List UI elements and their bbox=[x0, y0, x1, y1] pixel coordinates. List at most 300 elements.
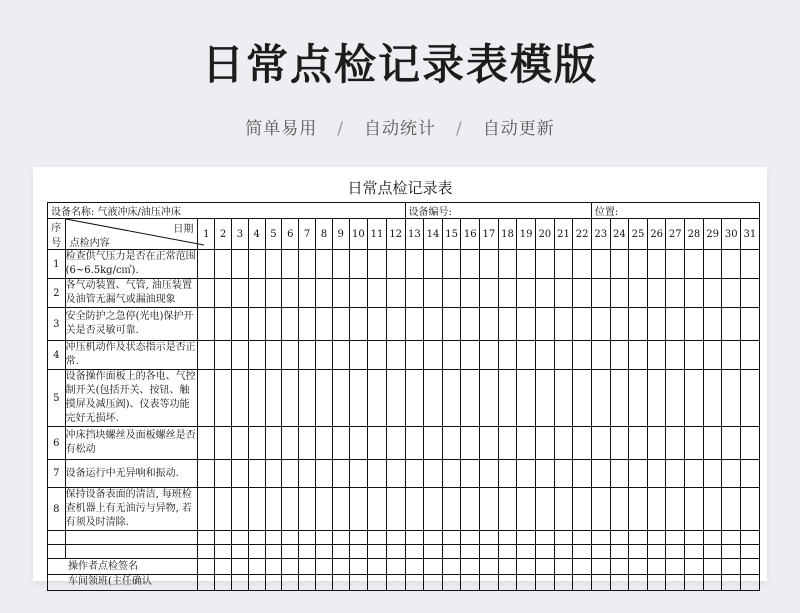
check-cell[interactable] bbox=[629, 250, 648, 279]
confirm-cell[interactable] bbox=[517, 575, 536, 591]
check-cell[interactable] bbox=[248, 370, 265, 427]
confirm-cell[interactable] bbox=[498, 575, 517, 591]
check-cell[interactable] bbox=[480, 427, 499, 460]
check-cell[interactable] bbox=[591, 279, 610, 308]
blank-cell[interactable] bbox=[573, 545, 592, 559]
sign-cell[interactable] bbox=[265, 559, 282, 575]
blank-cell[interactable] bbox=[315, 545, 332, 559]
sign-cell[interactable] bbox=[498, 559, 517, 575]
check-cell[interactable] bbox=[405, 427, 424, 460]
check-cell[interactable] bbox=[386, 308, 405, 341]
confirm-cell[interactable] bbox=[248, 575, 265, 591]
confirm-cell[interactable] bbox=[741, 575, 760, 591]
check-cell[interactable] bbox=[215, 427, 232, 460]
check-cell[interactable] bbox=[368, 427, 387, 460]
check-cell[interactable] bbox=[349, 250, 368, 279]
blank-cell[interactable] bbox=[741, 531, 760, 545]
sign-cell[interactable] bbox=[442, 559, 461, 575]
check-cell[interactable] bbox=[666, 427, 685, 460]
check-cell[interactable] bbox=[741, 460, 760, 488]
check-cell[interactable] bbox=[332, 488, 349, 531]
check-cell[interactable] bbox=[461, 460, 480, 488]
blank-cell[interactable] bbox=[722, 531, 741, 545]
check-cell[interactable] bbox=[517, 250, 536, 279]
check-cell[interactable] bbox=[265, 488, 282, 531]
check-cell[interactable] bbox=[265, 460, 282, 488]
check-cell[interactable] bbox=[386, 460, 405, 488]
check-cell[interactable] bbox=[368, 341, 387, 370]
sign-cell[interactable] bbox=[685, 559, 704, 575]
check-cell[interactable] bbox=[535, 427, 554, 460]
check-cell[interactable] bbox=[591, 308, 610, 341]
check-cell[interactable] bbox=[535, 460, 554, 488]
confirm-cell[interactable] bbox=[591, 575, 610, 591]
confirm-cell[interactable] bbox=[554, 575, 573, 591]
check-cell[interactable] bbox=[349, 308, 368, 341]
check-cell[interactable] bbox=[629, 370, 648, 427]
check-cell[interactable] bbox=[332, 427, 349, 460]
check-cell[interactable] bbox=[332, 279, 349, 308]
check-cell[interactable] bbox=[554, 427, 573, 460]
confirm-cell[interactable] bbox=[703, 575, 722, 591]
check-cell[interactable] bbox=[517, 308, 536, 341]
check-cell[interactable] bbox=[232, 341, 249, 370]
check-cell[interactable] bbox=[480, 488, 499, 531]
check-cell[interactable] bbox=[498, 250, 517, 279]
check-cell[interactable] bbox=[442, 308, 461, 341]
blank-cell[interactable] bbox=[666, 545, 685, 559]
check-cell[interactable] bbox=[315, 370, 332, 427]
check-cell[interactable] bbox=[610, 279, 629, 308]
check-cell[interactable] bbox=[591, 250, 610, 279]
check-cell[interactable] bbox=[198, 460, 215, 488]
check-cell[interactable] bbox=[554, 341, 573, 370]
blank-cell[interactable] bbox=[442, 531, 461, 545]
check-cell[interactable] bbox=[332, 460, 349, 488]
check-cell[interactable] bbox=[741, 250, 760, 279]
check-cell[interactable] bbox=[232, 488, 249, 531]
check-cell[interactable] bbox=[480, 460, 499, 488]
confirm-cell[interactable] bbox=[647, 575, 666, 591]
check-cell[interactable] bbox=[498, 308, 517, 341]
check-cell[interactable] bbox=[442, 427, 461, 460]
check-cell[interactable] bbox=[315, 279, 332, 308]
blank-cell[interactable] bbox=[265, 545, 282, 559]
check-cell[interactable] bbox=[685, 460, 704, 488]
check-cell[interactable] bbox=[405, 279, 424, 308]
check-cell[interactable] bbox=[703, 341, 722, 370]
sign-cell[interactable] bbox=[554, 559, 573, 575]
check-cell[interactable] bbox=[299, 341, 316, 370]
check-cell[interactable] bbox=[741, 308, 760, 341]
check-cell[interactable] bbox=[703, 488, 722, 531]
check-cell[interactable] bbox=[315, 341, 332, 370]
blank-cell[interactable] bbox=[332, 545, 349, 559]
check-cell[interactable] bbox=[685, 370, 704, 427]
check-cell[interactable] bbox=[198, 427, 215, 460]
blank-cell[interactable] bbox=[198, 545, 215, 559]
blank-cell[interactable] bbox=[722, 545, 741, 559]
check-cell[interactable] bbox=[741, 279, 760, 308]
check-cell[interactable] bbox=[573, 308, 592, 341]
blank-cell[interactable] bbox=[48, 531, 66, 545]
check-cell[interactable] bbox=[198, 488, 215, 531]
check-cell[interactable] bbox=[299, 279, 316, 308]
check-cell[interactable] bbox=[554, 488, 573, 531]
blank-cell[interactable] bbox=[198, 531, 215, 545]
check-cell[interactable] bbox=[215, 308, 232, 341]
check-cell[interactable] bbox=[248, 427, 265, 460]
blank-cell[interactable] bbox=[299, 545, 316, 559]
blank-cell[interactable] bbox=[349, 531, 368, 545]
check-cell[interactable] bbox=[232, 279, 249, 308]
check-cell[interactable] bbox=[666, 460, 685, 488]
check-cell[interactable] bbox=[703, 308, 722, 341]
check-cell[interactable] bbox=[573, 341, 592, 370]
confirm-cell[interactable] bbox=[232, 575, 249, 591]
check-cell[interactable] bbox=[703, 427, 722, 460]
blank-cell[interactable] bbox=[299, 531, 316, 545]
check-cell[interactable] bbox=[405, 488, 424, 531]
confirm-cell[interactable] bbox=[535, 575, 554, 591]
sign-cell[interactable] bbox=[741, 559, 760, 575]
check-cell[interactable] bbox=[573, 279, 592, 308]
check-cell[interactable] bbox=[386, 488, 405, 531]
check-cell[interactable] bbox=[442, 250, 461, 279]
check-cell[interactable] bbox=[610, 341, 629, 370]
blank-cell[interactable] bbox=[349, 545, 368, 559]
check-cell[interactable] bbox=[554, 308, 573, 341]
check-cell[interactable] bbox=[349, 427, 368, 460]
check-cell[interactable] bbox=[629, 427, 648, 460]
sign-cell[interactable] bbox=[573, 559, 592, 575]
check-cell[interactable] bbox=[647, 370, 666, 427]
confirm-cell[interactable] bbox=[722, 575, 741, 591]
check-cell[interactable] bbox=[232, 427, 249, 460]
check-cell[interactable] bbox=[461, 308, 480, 341]
blank-cell[interactable] bbox=[424, 545, 443, 559]
check-cell[interactable] bbox=[480, 370, 499, 427]
blank-cell[interactable] bbox=[629, 545, 648, 559]
check-cell[interactable] bbox=[610, 250, 629, 279]
check-cell[interactable] bbox=[461, 370, 480, 427]
check-cell[interactable] bbox=[424, 250, 443, 279]
blank-cell[interactable] bbox=[647, 531, 666, 545]
sign-cell[interactable] bbox=[517, 559, 536, 575]
blank-cell[interactable] bbox=[265, 531, 282, 545]
confirm-cell[interactable] bbox=[265, 575, 282, 591]
check-cell[interactable] bbox=[666, 279, 685, 308]
check-cell[interactable] bbox=[498, 341, 517, 370]
check-cell[interactable] bbox=[282, 250, 299, 279]
check-cell[interactable] bbox=[368, 370, 387, 427]
blank-cell[interactable] bbox=[741, 545, 760, 559]
check-cell[interactable] bbox=[461, 488, 480, 531]
check-cell[interactable] bbox=[610, 488, 629, 531]
check-cell[interactable] bbox=[647, 250, 666, 279]
confirm-cell[interactable] bbox=[368, 575, 387, 591]
confirm-cell[interactable] bbox=[424, 575, 443, 591]
blank-cell[interactable] bbox=[498, 531, 517, 545]
check-cell[interactable] bbox=[535, 308, 554, 341]
check-cell[interactable] bbox=[405, 341, 424, 370]
check-cell[interactable] bbox=[442, 370, 461, 427]
sign-cell[interactable] bbox=[248, 559, 265, 575]
confirm-cell[interactable] bbox=[666, 575, 685, 591]
blank-cell[interactable] bbox=[461, 531, 480, 545]
sign-cell[interactable] bbox=[405, 559, 424, 575]
blank-cell[interactable] bbox=[703, 545, 722, 559]
check-cell[interactable] bbox=[424, 370, 443, 427]
check-cell[interactable] bbox=[232, 308, 249, 341]
check-cell[interactable] bbox=[685, 308, 704, 341]
check-cell[interactable] bbox=[722, 427, 741, 460]
blank-cell[interactable] bbox=[368, 531, 387, 545]
check-cell[interactable] bbox=[299, 250, 316, 279]
check-cell[interactable] bbox=[498, 427, 517, 460]
check-cell[interactable] bbox=[722, 370, 741, 427]
check-cell[interactable] bbox=[349, 341, 368, 370]
blank-cell[interactable] bbox=[554, 531, 573, 545]
confirm-cell[interactable] bbox=[480, 575, 499, 591]
confirm-cell[interactable] bbox=[349, 575, 368, 591]
check-cell[interactable] bbox=[480, 341, 499, 370]
check-cell[interactable] bbox=[368, 279, 387, 308]
blank-cell[interactable] bbox=[703, 531, 722, 545]
check-cell[interactable] bbox=[315, 250, 332, 279]
check-cell[interactable] bbox=[741, 488, 760, 531]
blank-cell[interactable] bbox=[315, 531, 332, 545]
check-cell[interactable] bbox=[299, 488, 316, 531]
sign-cell[interactable] bbox=[232, 559, 249, 575]
confirm-cell[interactable] bbox=[332, 575, 349, 591]
check-cell[interactable] bbox=[722, 279, 741, 308]
check-cell[interactable] bbox=[741, 341, 760, 370]
confirm-cell[interactable] bbox=[685, 575, 704, 591]
check-cell[interactable] bbox=[647, 427, 666, 460]
check-cell[interactable] bbox=[424, 427, 443, 460]
check-cell[interactable] bbox=[282, 341, 299, 370]
blank-cell[interactable] bbox=[232, 545, 249, 559]
confirm-cell[interactable] bbox=[629, 575, 648, 591]
check-cell[interactable] bbox=[629, 341, 648, 370]
blank-cell[interactable] bbox=[554, 545, 573, 559]
check-cell[interactable] bbox=[265, 250, 282, 279]
check-cell[interactable] bbox=[368, 488, 387, 531]
check-cell[interactable] bbox=[685, 341, 704, 370]
check-cell[interactable] bbox=[198, 279, 215, 308]
check-cell[interactable] bbox=[647, 279, 666, 308]
blank-cell[interactable] bbox=[65, 531, 198, 545]
blank-cell[interactable] bbox=[442, 545, 461, 559]
check-cell[interactable] bbox=[554, 250, 573, 279]
check-cell[interactable] bbox=[315, 460, 332, 488]
check-cell[interactable] bbox=[610, 370, 629, 427]
check-cell[interactable] bbox=[535, 488, 554, 531]
blank-cell[interactable] bbox=[610, 545, 629, 559]
sign-cell[interactable] bbox=[480, 559, 499, 575]
check-cell[interactable] bbox=[703, 279, 722, 308]
check-cell[interactable] bbox=[647, 308, 666, 341]
check-cell[interactable] bbox=[741, 370, 760, 427]
check-cell[interactable] bbox=[405, 370, 424, 427]
check-cell[interactable] bbox=[405, 308, 424, 341]
check-cell[interactable] bbox=[265, 427, 282, 460]
check-cell[interactable] bbox=[198, 370, 215, 427]
check-cell[interactable] bbox=[741, 427, 760, 460]
check-cell[interactable] bbox=[666, 308, 685, 341]
check-cell[interactable] bbox=[722, 250, 741, 279]
check-cell[interactable] bbox=[282, 488, 299, 531]
check-cell[interactable] bbox=[685, 488, 704, 531]
check-cell[interactable] bbox=[198, 308, 215, 341]
check-cell[interactable] bbox=[282, 279, 299, 308]
check-cell[interactable] bbox=[517, 427, 536, 460]
check-cell[interactable] bbox=[461, 427, 480, 460]
blank-cell[interactable] bbox=[368, 545, 387, 559]
check-cell[interactable] bbox=[629, 460, 648, 488]
blank-cell[interactable] bbox=[424, 531, 443, 545]
blank-cell[interactable] bbox=[610, 531, 629, 545]
check-cell[interactable] bbox=[299, 370, 316, 427]
check-cell[interactable] bbox=[248, 460, 265, 488]
check-cell[interactable] bbox=[647, 341, 666, 370]
check-cell[interactable] bbox=[315, 488, 332, 531]
confirm-cell[interactable] bbox=[573, 575, 592, 591]
confirm-cell[interactable] bbox=[405, 575, 424, 591]
check-cell[interactable] bbox=[461, 341, 480, 370]
check-cell[interactable] bbox=[282, 460, 299, 488]
blank-cell[interactable] bbox=[215, 531, 232, 545]
check-cell[interactable] bbox=[332, 250, 349, 279]
check-cell[interactable] bbox=[498, 460, 517, 488]
check-cell[interactable] bbox=[703, 250, 722, 279]
sign-cell[interactable] bbox=[282, 559, 299, 575]
blank-cell[interactable] bbox=[517, 545, 536, 559]
blank-cell[interactable] bbox=[386, 545, 405, 559]
check-cell[interactable] bbox=[282, 427, 299, 460]
check-cell[interactable] bbox=[198, 250, 215, 279]
check-cell[interactable] bbox=[647, 460, 666, 488]
check-cell[interactable] bbox=[442, 488, 461, 531]
sign-cell[interactable] bbox=[591, 559, 610, 575]
check-cell[interactable] bbox=[405, 460, 424, 488]
check-cell[interactable] bbox=[517, 460, 536, 488]
check-cell[interactable] bbox=[368, 460, 387, 488]
check-cell[interactable] bbox=[232, 370, 249, 427]
sign-cell[interactable] bbox=[722, 559, 741, 575]
confirm-cell[interactable] bbox=[215, 575, 232, 591]
check-cell[interactable] bbox=[315, 427, 332, 460]
sign-cell[interactable] bbox=[461, 559, 480, 575]
check-cell[interactable] bbox=[386, 279, 405, 308]
check-cell[interactable] bbox=[215, 279, 232, 308]
blank-cell[interactable] bbox=[591, 545, 610, 559]
check-cell[interactable] bbox=[424, 341, 443, 370]
check-cell[interactable] bbox=[535, 250, 554, 279]
check-cell[interactable] bbox=[647, 488, 666, 531]
check-cell[interactable] bbox=[591, 341, 610, 370]
blank-cell[interactable] bbox=[232, 531, 249, 545]
check-cell[interactable] bbox=[666, 341, 685, 370]
check-cell[interactable] bbox=[442, 460, 461, 488]
check-cell[interactable] bbox=[591, 488, 610, 531]
check-cell[interactable] bbox=[517, 370, 536, 427]
check-cell[interactable] bbox=[299, 308, 316, 341]
sign-cell[interactable] bbox=[610, 559, 629, 575]
confirm-cell[interactable] bbox=[315, 575, 332, 591]
check-cell[interactable] bbox=[368, 250, 387, 279]
confirm-cell[interactable] bbox=[282, 575, 299, 591]
check-cell[interactable] bbox=[685, 250, 704, 279]
check-cell[interactable] bbox=[386, 427, 405, 460]
confirm-cell[interactable] bbox=[386, 575, 405, 591]
check-cell[interactable] bbox=[703, 370, 722, 427]
check-cell[interactable] bbox=[629, 279, 648, 308]
check-cell[interactable] bbox=[610, 427, 629, 460]
blank-cell[interactable] bbox=[498, 545, 517, 559]
check-cell[interactable] bbox=[554, 460, 573, 488]
check-cell[interactable] bbox=[722, 308, 741, 341]
blank-cell[interactable] bbox=[282, 545, 299, 559]
confirm-cell[interactable] bbox=[299, 575, 316, 591]
check-cell[interactable] bbox=[265, 279, 282, 308]
check-cell[interactable] bbox=[629, 308, 648, 341]
check-cell[interactable] bbox=[722, 341, 741, 370]
blank-cell[interactable] bbox=[480, 545, 499, 559]
check-cell[interactable] bbox=[332, 370, 349, 427]
check-cell[interactable] bbox=[535, 279, 554, 308]
check-cell[interactable] bbox=[232, 250, 249, 279]
check-cell[interactable] bbox=[480, 308, 499, 341]
check-cell[interactable] bbox=[685, 279, 704, 308]
confirm-cell[interactable] bbox=[198, 575, 215, 591]
blank-cell[interactable] bbox=[405, 531, 424, 545]
blank-cell[interactable] bbox=[461, 545, 480, 559]
confirm-cell[interactable] bbox=[461, 575, 480, 591]
blank-cell[interactable] bbox=[666, 531, 685, 545]
check-cell[interactable] bbox=[722, 460, 741, 488]
check-cell[interactable] bbox=[299, 427, 316, 460]
check-cell[interactable] bbox=[573, 488, 592, 531]
sign-cell[interactable] bbox=[666, 559, 685, 575]
sign-cell[interactable] bbox=[647, 559, 666, 575]
check-cell[interactable] bbox=[424, 488, 443, 531]
check-cell[interactable] bbox=[424, 279, 443, 308]
blank-cell[interactable] bbox=[386, 531, 405, 545]
blank-cell[interactable] bbox=[573, 531, 592, 545]
check-cell[interactable] bbox=[666, 488, 685, 531]
check-cell[interactable] bbox=[386, 370, 405, 427]
check-cell[interactable] bbox=[685, 427, 704, 460]
check-cell[interactable] bbox=[424, 308, 443, 341]
blank-cell[interactable] bbox=[535, 531, 554, 545]
sign-cell[interactable] bbox=[703, 559, 722, 575]
blank-cell[interactable] bbox=[65, 545, 198, 559]
check-cell[interactable] bbox=[215, 341, 232, 370]
check-cell[interactable] bbox=[480, 250, 499, 279]
blank-cell[interactable] bbox=[591, 531, 610, 545]
blank-cell[interactable] bbox=[248, 545, 265, 559]
check-cell[interactable] bbox=[248, 250, 265, 279]
confirm-cell[interactable] bbox=[610, 575, 629, 591]
blank-cell[interactable] bbox=[332, 531, 349, 545]
check-cell[interactable] bbox=[349, 488, 368, 531]
check-cell[interactable] bbox=[498, 370, 517, 427]
check-cell[interactable] bbox=[215, 460, 232, 488]
sign-cell[interactable] bbox=[332, 559, 349, 575]
sign-cell[interactable] bbox=[424, 559, 443, 575]
